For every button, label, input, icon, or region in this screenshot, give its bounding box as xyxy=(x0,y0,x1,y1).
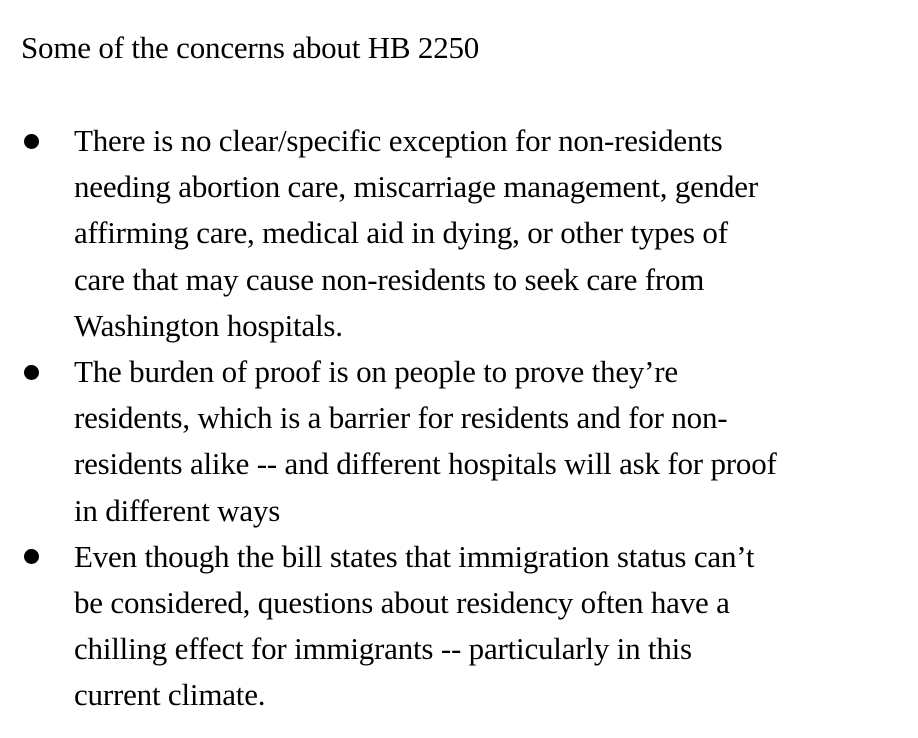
bullet-text-line: Washington hospitals. xyxy=(74,307,343,343)
bullet-text-line: residents alike -- and different hospitals will ask for proof xyxy=(74,446,777,482)
bullet-text-line: needing abortion care, miscarriage management, gender xyxy=(74,169,758,205)
bullet-text-line: current climate. xyxy=(74,677,266,713)
document-heading: Some of the concerns about HB 2250 xyxy=(21,30,480,65)
bullet-item-burden-of-proof xyxy=(0,349,914,534)
bullet-text-line: in different ways xyxy=(74,492,281,528)
bullet-text-line: The burden of proof is on people to prove they’re xyxy=(74,354,678,390)
bullet-point-icon xyxy=(24,365,39,380)
bullet-text-line: chilling effect for immigrants -- particularly in this xyxy=(74,631,692,667)
bullet-text-line: residents, which is a barrier for residents and for non- xyxy=(74,400,728,436)
bullet-point-icon xyxy=(24,549,39,564)
concerns-bullet-list xyxy=(0,118,918,719)
bullet-point-icon xyxy=(24,134,39,149)
bullet-item-non-resident-exception xyxy=(0,118,914,349)
bullet-text-line: be considered, questions about residency often have a xyxy=(74,585,730,621)
bullet-item-immigration-chilling-effect xyxy=(0,534,914,719)
bullet-text-line: affirming care, medical aid in dying, or other types of xyxy=(74,215,728,251)
bullet-text-line: There is no clear/specific exception for non-residents xyxy=(74,123,723,158)
bullet-text-line: care that may cause non-residents to seek care from xyxy=(74,261,705,297)
bullet-text-line: Even though the bill states that immigration status can’t xyxy=(74,538,755,574)
